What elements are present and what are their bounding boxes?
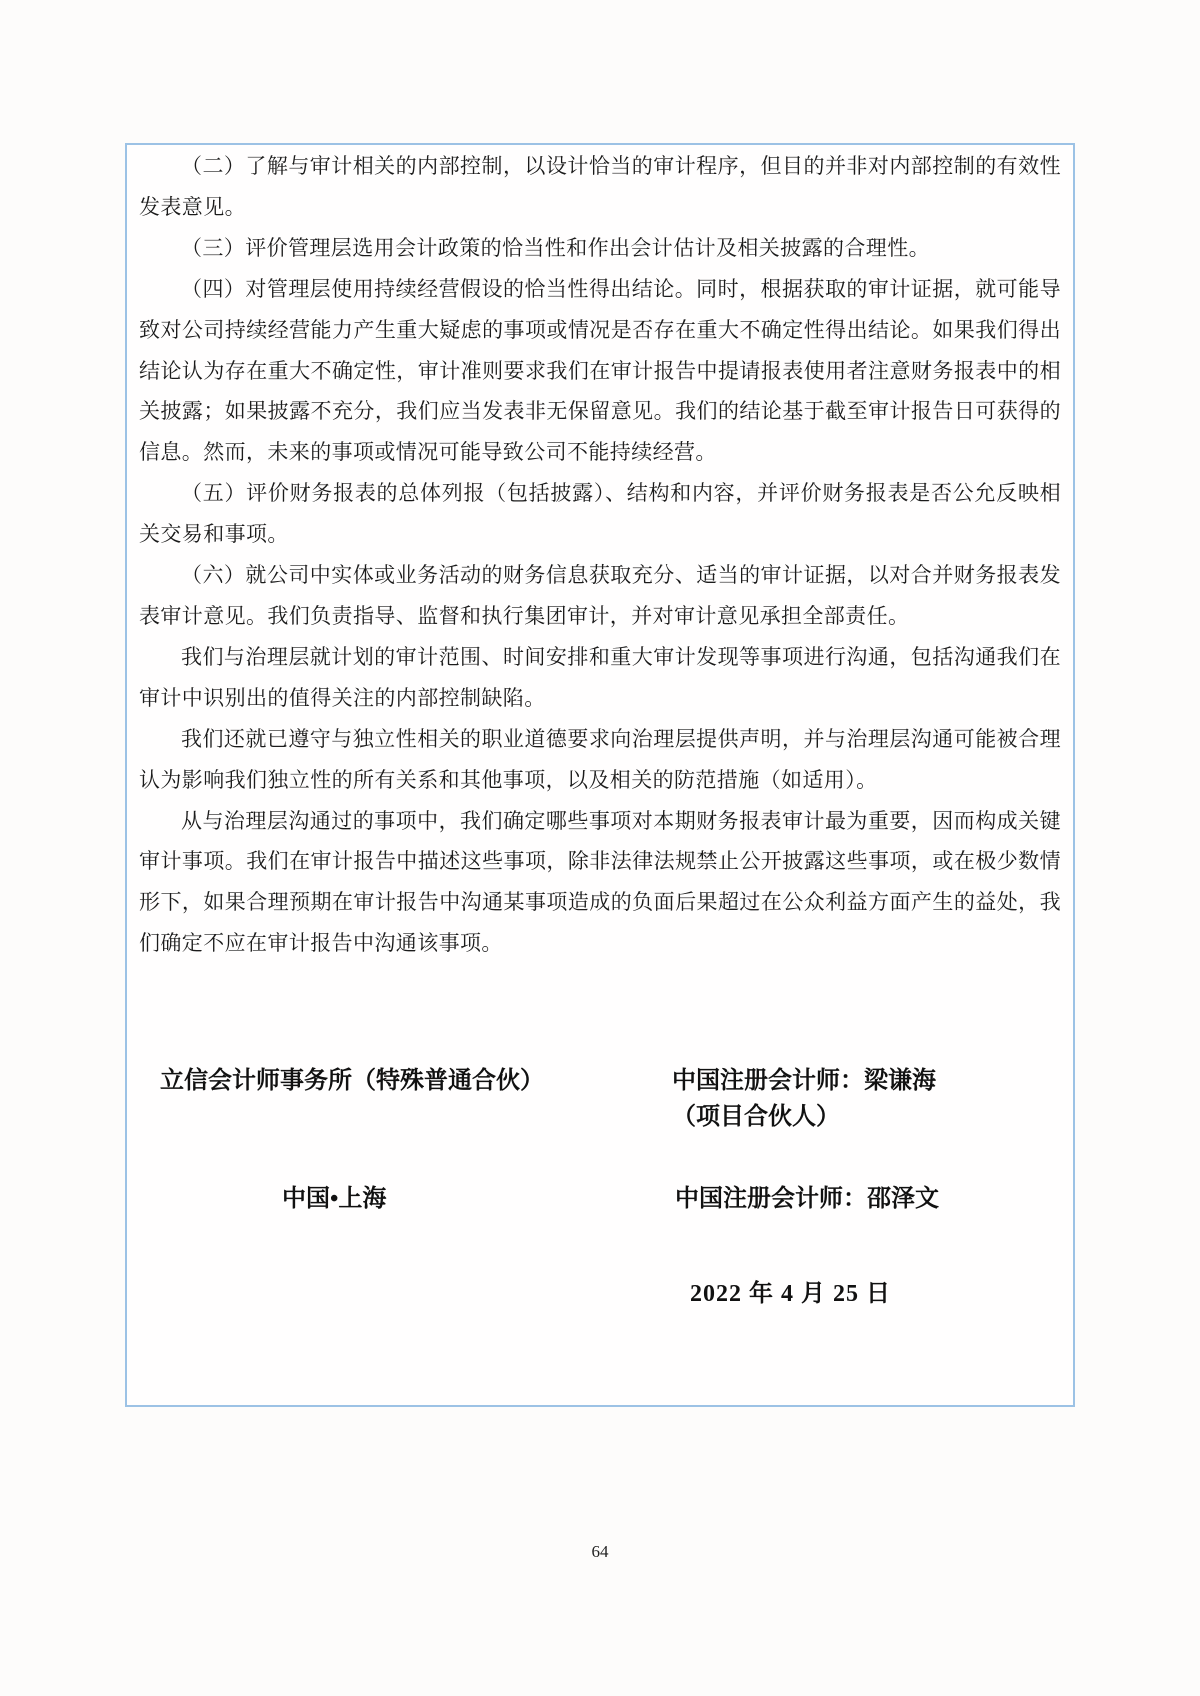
cpa-primary-name: 中国注册会计师：梁谦海 — [672, 1068, 936, 1094]
body-paragraph-6: （六）就公司中实体或业务活动的财务信息获取充分、适当的审计证据，以对合并财务报表发表审计意见。我们负责指导、监督和执行集团审计，并对审计意见承担全部责任。 — [139, 563, 1061, 628]
page-number: 64 — [591, 1542, 609, 1561]
body-paragraph-communication: 我们与治理层就计划的审计范围、时间安排和重大审计发现等事项进行沟通，包括沟通我们在审计中识别出的值得关注的内部控制缺陷。 — [139, 644, 1061, 710]
body-paragraph-5: （五）评价财务报表的总体列报（包括披露）、结构和内容，并评价财务报表是否公允反映相关交易和事项。 — [139, 481, 1061, 547]
cpa-primary-block — [672, 1063, 936, 1135]
report-text-box — [125, 143, 1075, 1407]
cpa-secondary-name: 中国注册会计师：邵泽文 — [675, 1186, 939, 1212]
audit-firm-name: 立信会计师事务所（特殊普通合伙） — [160, 1068, 544, 1094]
firm-location: 中国•上海 — [282, 1186, 387, 1212]
body-paragraph-3: （三）评价管理层选用会计政策的恰当性和作出会计估计及相关披露的合理性。 — [181, 235, 930, 260]
body-paragraph-key-audit-matters: 从与治理层沟通过的事项中，我们确定哪些事项对本期财务报表审计最为重要，因而构成关键审计事项。我们在审计报告中描述这些事项，除非法律法规禁止公开披露这些事项，或在极少数情形下，如果合理预期在审计报告中沟通某事项造成的负面后果超过在公众利益方面产生的益处，我们确定不应在审计报告中沟通该事项。 — [139, 808, 1061, 956]
body-paragraph-2: （二）了解与审计相关的内部控制，以设计恰当的审计程序，但目的并非对内部控制的有效性发表意见。 — [139, 154, 1061, 219]
body-paragraph-independence: 我们还就已遵守与独立性相关的职业道德要求向治理层提供声明，并与治理层沟通可能被合理认为影响我们独立性的所有关系和其他事项，以及相关的防范措施（如适用）。 — [139, 726, 1061, 792]
report-date: 2022 年 4 月 25 日 — [690, 1281, 891, 1307]
cpa-primary-role: （项目合伙人） — [672, 1104, 840, 1130]
body-paragraph-4: （四）对管理层使用持续经营假设的恰当性得出结论。同时，根据获取的审计证据，就可能导致对公司持续经营能力产生重大疑虑的事项或情况是否存在重大不确定性得出结论。如果我们得出结论认为存在重大不确定性，审计准则要求我们在审计报告中提请报表使用者注意财务报表中的相关披露；如果披露不充分，我们应当发表非无保留意见。我们的结论基于截至审计报告日可获得的信息。然而，未来的事项或情况可能导致公司不能持续经营。 — [139, 276, 1061, 465]
